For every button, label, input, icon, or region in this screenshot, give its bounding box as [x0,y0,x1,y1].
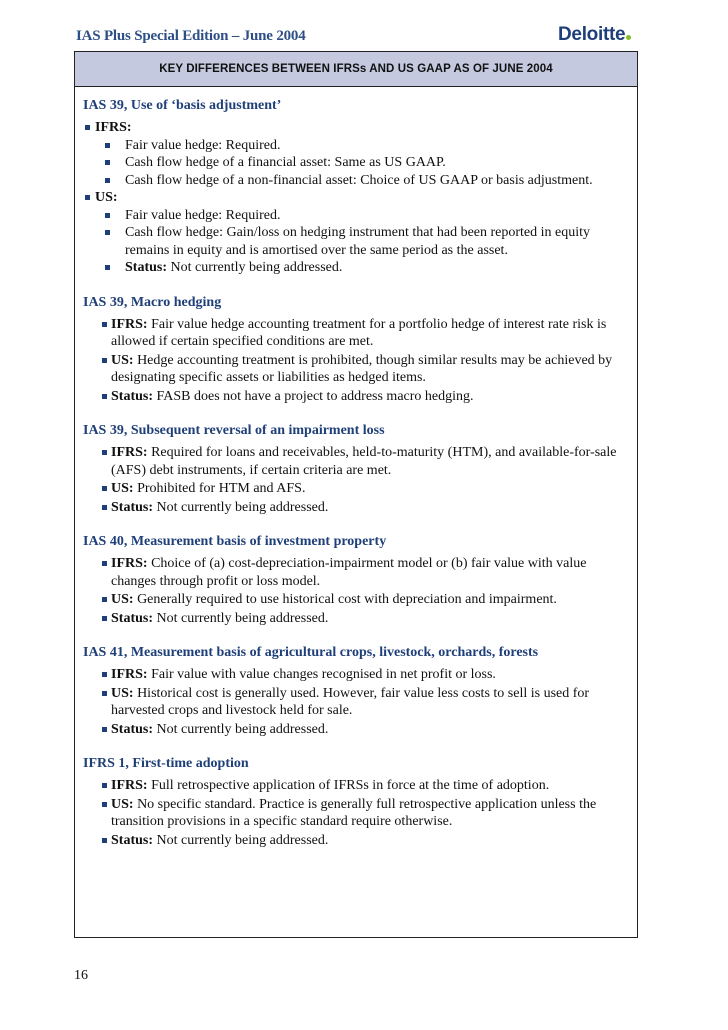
list-item: Fair value hedge: Required. [83,207,631,225]
list-item: Status: FASB does not have a project to address macro hedging. [83,388,631,406]
square-bullet-icon [102,616,107,621]
square-bullet-icon [102,486,107,491]
list-item: Status: Not currently being addressed. [83,832,631,850]
logo-text: Deloitte [558,24,626,45]
section-title: IAS 41, Measurement basis of agricultural crops, livestock, orchards, forests [83,645,539,660]
list-item: Fair value hedge: Required. [83,137,631,155]
list-item: Status: Not currently being addressed. [83,721,631,739]
section-impairment-reversal [83,422,631,516]
list-item: Cash flow hedge of a financial asset: Same as US GAAP. [83,154,631,172]
item-list [83,316,631,406]
section-first-time-adoption [83,755,631,849]
list-item: Cash flow hedge: Gain/loss on hedging instrument that had been reported in equity remains in equity and is amortised over the same period as the asset. [83,224,631,259]
content-box [74,51,638,938]
section-title: IAS 39, Use of ‘basis adjustment’ [83,98,282,113]
square-bullet-icon [102,450,107,455]
list-item: US: Hedge accounting treatment is prohibited, though similar results may be achieved by designating specific assets or liabilities as hedged items. [83,352,631,387]
square-bullet-icon [105,160,110,165]
item-list [83,444,631,516]
section-investment-property [83,533,631,627]
list-item: US: Generally required to use historical cost with depreciation and impairment. [83,591,631,609]
square-bullet-icon [102,691,107,696]
square-bullet-icon [85,125,90,130]
sections-container [75,87,637,849]
square-bullet-icon [102,394,107,399]
section-title: IFRS 1, First-time adoption [83,756,249,771]
square-bullet-icon [102,727,107,732]
section-title: IAS 39, Macro hedging [83,294,222,310]
item-list [83,777,631,849]
square-bullet-icon [102,322,107,327]
section-title: IAS 39, Subsequent reversal of an impairment loss [83,423,385,438]
deloitte-logo [558,24,631,46]
square-bullet-icon [105,265,110,270]
us-list [83,207,631,277]
list-item: IFRS: Required for loans and receivables, held-to-maturity (HTM), and available-for-sale (AFS) debt instruments, if certain criteria are met. [83,444,631,479]
square-bullet-icon [102,358,107,363]
square-bullet-icon [102,505,107,510]
square-bullet-icon [105,230,110,235]
page-number: 16 [74,968,88,983]
list-item: Status: Not currently being addressed. [83,610,631,628]
list-item: Status: Not currently being addressed. [83,259,631,277]
item-list [83,666,631,738]
banner-heading: KEY DIFFERENCES BETWEEN IFRSs AND US GAAP AS OF JUNE 2004 [75,52,637,87]
list-item: US: Prohibited for HTM and AFS. [83,480,631,498]
square-bullet-icon [102,802,107,807]
logo-dot-icon [626,35,631,40]
section-title: IAS 40, Measurement basis of investment property [83,534,387,549]
ifrs-group-label: IFRS: [83,119,631,137]
square-bullet-icon [102,561,107,566]
list-item: Status: Not currently being addressed. [83,499,631,517]
us-group-label: US: [83,189,631,207]
square-bullet-icon [105,143,110,148]
item-list [83,555,631,627]
list-item: IFRS: Full retrospective application of IFRSs in force at the time of adoption. [83,777,631,795]
section-macro-hedging [83,294,631,406]
list-item: US: Historical cost is generally used. However, fair value less costs to sell is used for harvested crops and livestock held for sale. [83,685,631,720]
section-agriculture [83,644,631,738]
square-bullet-icon [102,597,107,602]
running-header-title: IAS Plus Special Edition – June 2004 [76,28,306,44]
list-item: IFRS: Fair value with value changes recognised in net profit or loss. [83,666,631,684]
square-bullet-icon [102,838,107,843]
square-bullet-icon [105,178,110,183]
list-item: Cash flow hedge of a non-financial asset: Choice of US GAAP or basis adjustment. [83,172,631,190]
list-item: IFRS: Fair value hedge accounting treatment for a portfolio hedge of interest rate risk is allowed if certain specified conditions are met. [83,316,631,351]
section-basis-adjustment [83,97,631,277]
square-bullet-icon [102,672,107,677]
list-item: IFRS: Choice of (a) cost-depreciation-impairment model or (b) fair value with value changes through profit or loss model. [83,555,631,590]
square-bullet-icon [85,195,90,200]
list-item: US: No specific standard. Practice is generally full retrospective application unless the transition provisions in a specific standard require otherwise. [83,796,631,831]
square-bullet-icon [105,213,110,218]
square-bullet-icon [102,783,107,788]
ifrs-list [83,137,631,190]
